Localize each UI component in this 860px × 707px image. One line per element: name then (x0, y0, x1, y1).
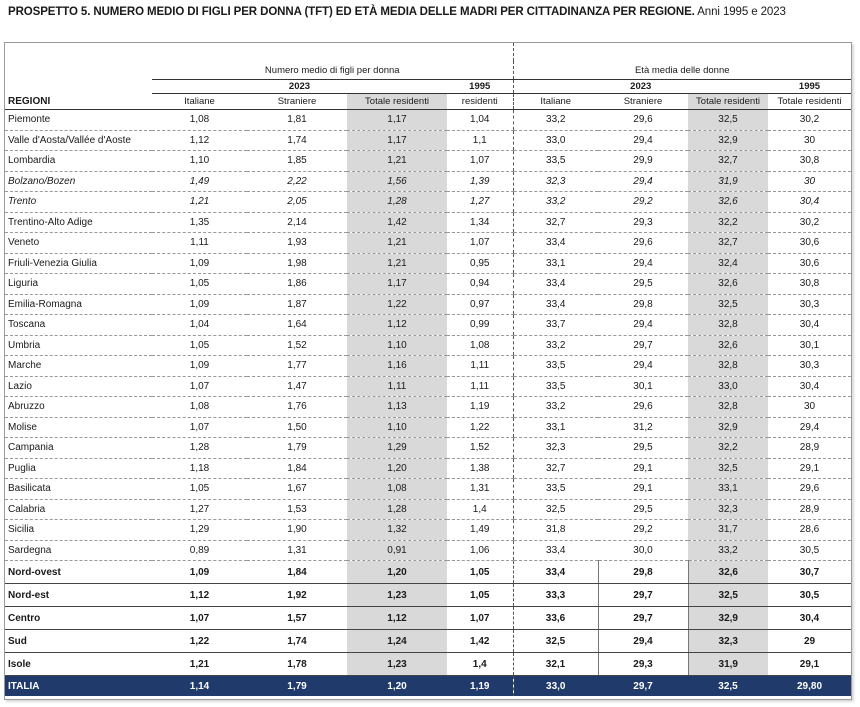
table-cell: 1,05 (447, 584, 513, 607)
region-name: Sardegna (5, 540, 152, 561)
table-cell: 1,74 (247, 630, 347, 653)
table-cell: 1,23 (347, 653, 447, 676)
table-cell: 1,67 (247, 479, 347, 500)
region-name: Calabria (5, 499, 152, 520)
table-cell: 32,3 (513, 438, 598, 459)
table-cell: 32,9 (688, 607, 768, 630)
table-cell: 33,1 (513, 253, 598, 274)
table-cell: 1,42 (447, 630, 513, 653)
table-cell: 30,3 (768, 294, 851, 315)
region-name: Marche (5, 356, 152, 377)
region-name: Veneto (5, 233, 152, 254)
table-cell: 30,1 (768, 335, 851, 356)
table-row (5, 417, 851, 438)
table-row (5, 397, 851, 418)
table-cell: 29,5 (598, 438, 688, 459)
aggregate-row (5, 607, 851, 630)
aggregate-row (5, 561, 851, 584)
region-name: Molise (5, 417, 152, 438)
table-cell: 29,7 (598, 335, 688, 356)
table-cell: 32,3 (513, 171, 598, 192)
table-cell: 29,4 (598, 356, 688, 377)
table-cell: 32,4 (688, 253, 768, 274)
table-cell: 0,89 (152, 540, 247, 561)
table-cell: 1,13 (347, 397, 447, 418)
table-cell: 1,92 (247, 584, 347, 607)
data-table (5, 43, 851, 696)
table-title (8, 6, 786, 18)
table-cell: 1,17 (347, 274, 447, 295)
table-cell: 1,74 (247, 130, 347, 151)
table-cell: 1,10 (347, 335, 447, 356)
table-cell: 1,05 (152, 274, 247, 295)
table-cell: 30 (768, 130, 851, 151)
aggregate-row (5, 653, 851, 676)
table-cell: 1,19 (447, 676, 513, 697)
table-cell: 33,5 (513, 479, 598, 500)
table-cell: 29,4 (598, 130, 688, 151)
table-cell: 0,97 (447, 294, 513, 315)
table-cell: 30,8 (768, 151, 851, 172)
table-row (5, 458, 851, 479)
total-row (5, 676, 851, 697)
table-cell: 30,5 (768, 584, 851, 607)
table-cell: 30,4 (768, 315, 851, 336)
table-row (5, 171, 851, 192)
table-cell: 29,1 (768, 458, 851, 479)
table-cell: 1,05 (152, 335, 247, 356)
table-cell: 33,1 (688, 479, 768, 500)
col-totale-figli: Totale residenti (347, 94, 447, 110)
table-cell: 30 (768, 397, 851, 418)
table-cell: 32,7 (688, 233, 768, 254)
table-cell: 1,23 (347, 584, 447, 607)
table-cell: 1,38 (447, 458, 513, 479)
table-cell: 1,21 (347, 151, 447, 172)
table-cell: 1,39 (447, 171, 513, 192)
table-cell: 29,6 (768, 479, 851, 500)
table-cell: 1,64 (247, 315, 347, 336)
region-name: Sud (5, 630, 152, 653)
table-cell: 29,6 (598, 110, 688, 131)
table-cell: 1,84 (247, 561, 347, 584)
table-cell: 29,3 (598, 653, 688, 676)
table-cell: 32,7 (513, 212, 598, 233)
table-cell: 33,3 (513, 584, 598, 607)
table-cell: 1,31 (447, 479, 513, 500)
table-row (5, 130, 851, 151)
table-cell: 30,4 (768, 607, 851, 630)
table-cell: 1,77 (247, 356, 347, 377)
table-cell: 33,2 (513, 110, 598, 131)
table-cell: 1,08 (152, 110, 247, 131)
col-totale-1995-eta: Totale residenti (768, 94, 851, 110)
table-cell: 1,04 (152, 315, 247, 336)
region-name: ITALIA (5, 676, 152, 697)
table-cell: 1,11 (347, 376, 447, 397)
table-row (5, 253, 851, 274)
table-cell: 33,4 (513, 233, 598, 254)
col-italiane-eta: Italiane (513, 94, 598, 110)
table-cell: 1,11 (447, 376, 513, 397)
region-name: Trentino-Alto Adige (5, 212, 152, 233)
table-cell: 1,17 (347, 110, 447, 131)
table-cell: 32,5 (688, 110, 768, 131)
region-name: Puglia (5, 458, 152, 479)
table-cell: 32,8 (688, 315, 768, 336)
table-row (5, 438, 851, 459)
table-cell: 1,07 (152, 607, 247, 630)
table-cell: 1,20 (347, 676, 447, 697)
region-name: Campania (5, 438, 152, 459)
table-cell: 29,2 (598, 520, 688, 541)
table-cell: 1,52 (247, 335, 347, 356)
aggregate-row (5, 630, 851, 653)
table-cell: 31,9 (688, 171, 768, 192)
table-row (5, 233, 851, 254)
table-cell: 1,42 (347, 212, 447, 233)
group-header-eta: Età media delle donne (513, 61, 851, 80)
regioni-header: REGIONI (5, 94, 152, 110)
region-name: Nord-ovest (5, 561, 152, 584)
table-row (5, 274, 851, 295)
table-cell: 32,6 (688, 561, 768, 584)
col-straniere-figli: Straniere (247, 94, 347, 110)
table-cell: 1,81 (247, 110, 347, 131)
table-cell: 1,22 (347, 294, 447, 315)
table-cell: 30,0 (598, 540, 688, 561)
table-row (5, 315, 851, 336)
table-cell: 1,09 (152, 356, 247, 377)
table-cell: 1,56 (347, 171, 447, 192)
table-cell: 1,27 (447, 192, 513, 213)
table-cell: 33,2 (513, 397, 598, 418)
table-cell: 1,08 (152, 397, 247, 418)
table-cell: 1,10 (152, 151, 247, 172)
table-cell: 29,3 (598, 212, 688, 233)
table-cell: 31,2 (598, 417, 688, 438)
table-row (5, 520, 851, 541)
table-cell: 1,85 (247, 151, 347, 172)
table-cell: 32,1 (513, 653, 598, 676)
table-cell: 33,2 (513, 335, 598, 356)
region-name: Isole (5, 653, 152, 676)
title-years: Anni 1995 e 2023 (697, 6, 786, 18)
table-cell: 1,17 (347, 130, 447, 151)
table-cell: 30,6 (768, 233, 851, 254)
aggregate-row (5, 584, 851, 607)
table-cell: 1,78 (247, 653, 347, 676)
table-cell: 30,1 (598, 376, 688, 397)
table-cell: 1,20 (347, 561, 447, 584)
table-cell: 1,49 (152, 171, 247, 192)
table-cell: 29,80 (768, 676, 851, 697)
table-cell: 1,76 (247, 397, 347, 418)
title-main: PROSPETTO 5. NUMERO MEDIO DI FIGLI PER DONNA (TFT) ED ETÀ MEDIA DELLE MADRI PER CITTADINANZA PER REGIONE. (8, 6, 695, 18)
table-cell: 1,86 (247, 274, 347, 295)
table-cell: 1,09 (152, 294, 247, 315)
table-cell: 33,5 (513, 151, 598, 172)
table-cell: 29,4 (598, 630, 688, 653)
table-cell: 30,4 (768, 192, 851, 213)
table-cell: 1,18 (152, 458, 247, 479)
region-name: Lazio (5, 376, 152, 397)
table-cell: 1,07 (447, 233, 513, 254)
table-cell: 1,35 (152, 212, 247, 233)
table-cell: 33,6 (513, 607, 598, 630)
table-cell: 29,1 (768, 653, 851, 676)
table-cell: 1,21 (347, 253, 447, 274)
table-cell: 29,4 (598, 315, 688, 336)
table-cell: 32,9 (688, 417, 768, 438)
year-2023-eta: 2023 (513, 80, 768, 94)
table-cell: 31,9 (688, 653, 768, 676)
table-cell: 1,12 (347, 607, 447, 630)
table-cell: 29,9 (598, 151, 688, 172)
table-cell: 1,06 (447, 540, 513, 561)
table-cell: 33,7 (513, 315, 598, 336)
table-cell: 31,7 (688, 520, 768, 541)
table-cell: 29,1 (598, 479, 688, 500)
table-cell: 1,52 (447, 438, 513, 459)
table-cell: 1,79 (247, 438, 347, 459)
table-cell: 29,5 (598, 274, 688, 295)
year-1995-figli: 1995 (447, 80, 513, 94)
table-row (5, 499, 851, 520)
table-cell: 32,6 (688, 335, 768, 356)
table-cell: 1,07 (447, 607, 513, 630)
table-cell: 1,57 (247, 607, 347, 630)
group-header-figli: Numero medio di figli per donna (152, 61, 513, 80)
table-cell: 28,9 (768, 438, 851, 459)
table-cell: 33,5 (513, 356, 598, 377)
table-cell: 33,1 (513, 417, 598, 438)
table-cell: 1,50 (247, 417, 347, 438)
table-cell: 32,8 (688, 397, 768, 418)
table-cell: 1,12 (347, 315, 447, 336)
region-name: Basilicata (5, 479, 152, 500)
table-cell: 30,4 (768, 376, 851, 397)
table-cell: 0,91 (347, 540, 447, 561)
table-cell: 32,2 (688, 212, 768, 233)
table-cell: 29,8 (598, 294, 688, 315)
table-row (5, 479, 851, 500)
table-cell: 1,21 (152, 653, 247, 676)
table-cell: 33,4 (513, 561, 598, 584)
table-cell: 2,22 (247, 171, 347, 192)
table-cell: 1,12 (152, 130, 247, 151)
table-cell: 29,4 (598, 171, 688, 192)
col-residenti-1995-figli: residenti (447, 94, 513, 110)
table-cell: 32,5 (513, 499, 598, 520)
table-cell: 1,32 (347, 520, 447, 541)
table-cell: 33,2 (688, 540, 768, 561)
table-cell: 33,0 (513, 676, 598, 697)
table-cell: 1,08 (347, 479, 447, 500)
table-cell: 1,4 (447, 653, 513, 676)
table-cell: 29,2 (598, 192, 688, 213)
table-cell: 30,6 (768, 253, 851, 274)
table-cell: 1,19 (447, 397, 513, 418)
table-cell: 30,2 (768, 212, 851, 233)
table-cell: 1,4 (447, 499, 513, 520)
table-cell: 30,7 (768, 561, 851, 584)
table-cell: 1,11 (447, 356, 513, 377)
table-cell: 2,14 (247, 212, 347, 233)
table-cell: 31,8 (513, 520, 598, 541)
region-name: Toscana (5, 315, 152, 336)
table-cell: 29,7 (598, 584, 688, 607)
region-name: Nord-est (5, 584, 152, 607)
table-cell: 1,49 (447, 520, 513, 541)
region-name: Bolzano/Bozen (5, 171, 152, 192)
region-name: Umbria (5, 335, 152, 356)
table-cell: 1,98 (247, 253, 347, 274)
table-row (5, 294, 851, 315)
table-cell: 1,29 (347, 438, 447, 459)
table-row (5, 110, 851, 131)
table-cell: 28,6 (768, 520, 851, 541)
table-row (5, 151, 851, 172)
year-2023-figli: 2023 (152, 80, 447, 94)
table-cell: 32,5 (688, 584, 768, 607)
table-cell: 1,22 (152, 630, 247, 653)
table-cell: 32,6 (688, 192, 768, 213)
table-cell: 1,11 (152, 233, 247, 254)
region-name: Liguria (5, 274, 152, 295)
table-cell: 30,8 (768, 274, 851, 295)
table-cell: 29,1 (598, 458, 688, 479)
table-cell: 1,12 (152, 584, 247, 607)
region-name: Friuli-Venezia Giulia (5, 253, 152, 274)
table-cell: 30,5 (768, 540, 851, 561)
table-cell: 33,2 (513, 192, 598, 213)
table-cell: 32,5 (688, 294, 768, 315)
table-cell: 32,7 (513, 458, 598, 479)
table-cell: 33,0 (513, 130, 598, 151)
table-row (5, 212, 851, 233)
table-cell: 0,94 (447, 274, 513, 295)
table-cell: 1,28 (152, 438, 247, 459)
table-cell: 33,5 (513, 376, 598, 397)
table-cell: 1,09 (152, 561, 247, 584)
table-cell: 1,07 (152, 417, 247, 438)
table-cell: 1,29 (152, 520, 247, 541)
table-cell: 32,6 (688, 274, 768, 295)
table-cell: 1,28 (347, 192, 447, 213)
table-cell: 0,99 (447, 315, 513, 336)
table-cell: 29,4 (598, 253, 688, 274)
col-straniere-eta: Straniere (598, 94, 688, 110)
table-cell: 2,05 (247, 192, 347, 213)
table-cell: 29,4 (768, 417, 851, 438)
table-cell: 33,0 (688, 376, 768, 397)
table-cell: 33,4 (513, 274, 598, 295)
table-cell: 32,5 (688, 676, 768, 697)
region-name: Valle d'Aosta/Vallée d'Aoste (5, 130, 152, 151)
table-cell: 1,84 (247, 458, 347, 479)
table-cell: 1,14 (152, 676, 247, 697)
region-name: Centro (5, 607, 152, 630)
table-cell: 1,20 (347, 458, 447, 479)
col-italiane-figli: Italiane (152, 94, 247, 110)
table-cell: 33,4 (513, 540, 598, 561)
table-cell: 30,2 (768, 110, 851, 131)
table-cell: 32,5 (513, 630, 598, 653)
region-name: Lombardia (5, 151, 152, 172)
table-cell: 29,7 (598, 676, 688, 697)
table-cell: 1,47 (247, 376, 347, 397)
table-cell: 1,28 (347, 499, 447, 520)
table-cell: 1,10 (347, 417, 447, 438)
year-1995-eta: 1995 (768, 80, 851, 94)
table-cell: 1,31 (247, 540, 347, 561)
table-cell: 1,07 (152, 376, 247, 397)
table-cell: 29,8 (598, 561, 688, 584)
region-name: Emilia-Romagna (5, 294, 152, 315)
table-cell: 1,05 (447, 561, 513, 584)
table-cell: 1,93 (247, 233, 347, 254)
table-cell: 1,24 (347, 630, 447, 653)
table-cell: 1,1 (447, 130, 513, 151)
table-cell: 1,22 (447, 417, 513, 438)
table-row (5, 192, 851, 213)
table-cell: 32,8 (688, 356, 768, 377)
table-cell: 29,6 (598, 233, 688, 254)
table-cell: 1,07 (447, 151, 513, 172)
table-cell: 1,05 (152, 479, 247, 500)
table-cell: 29,5 (598, 499, 688, 520)
col-totale-eta: Totale residenti (688, 94, 768, 110)
table-cell: 32,3 (688, 630, 768, 653)
table-cell: 29 (768, 630, 851, 653)
table-row (5, 376, 851, 397)
table-cell: 1,53 (247, 499, 347, 520)
table-cell: 33,4 (513, 294, 598, 315)
table-cell: 32,7 (688, 151, 768, 172)
table-cell: 1,16 (347, 356, 447, 377)
table-row (5, 356, 851, 377)
table-cell: 32,5 (688, 458, 768, 479)
region-name: Trento (5, 192, 152, 213)
table-cell: 32,2 (688, 438, 768, 459)
table-cell: 1,79 (247, 676, 347, 697)
table-cell: 1,34 (447, 212, 513, 233)
table-cell: 30 (768, 171, 851, 192)
table-cell: 1,27 (152, 499, 247, 520)
region-name: Abruzzo (5, 397, 152, 418)
region-name: Sicilia (5, 520, 152, 541)
table-cell: 30,3 (768, 356, 851, 377)
table-cell: 28,9 (768, 499, 851, 520)
table-cell: 29,7 (598, 607, 688, 630)
table-cell: 1,04 (447, 110, 513, 131)
table-cell: 1,87 (247, 294, 347, 315)
table-cell: 1,90 (247, 520, 347, 541)
table-row (5, 540, 851, 561)
table-cell: 32,3 (688, 499, 768, 520)
table-cell: 1,21 (152, 192, 247, 213)
table-row (5, 335, 851, 356)
table-cell: 1,21 (347, 233, 447, 254)
region-name: Piemonte (5, 110, 152, 131)
table-cell: 1,09 (152, 253, 247, 274)
table-cell: 32,9 (688, 130, 768, 151)
table-cell: 1,08 (447, 335, 513, 356)
table-cell: 0,95 (447, 253, 513, 274)
table-cell: 29,6 (598, 397, 688, 418)
